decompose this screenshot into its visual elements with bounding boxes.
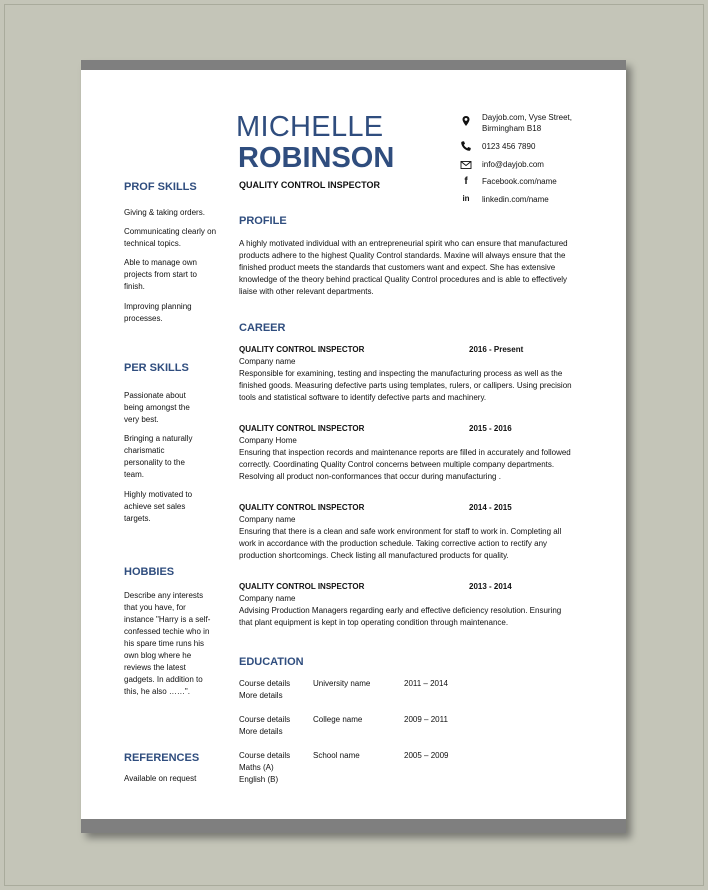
job-title-entry: QUALITY CONTROL INSPECTOR bbox=[239, 503, 365, 512]
job-title-entry: QUALITY CONTROL INSPECTOR bbox=[239, 345, 365, 354]
education-dates: 2005 – 2009 bbox=[404, 751, 449, 760]
hobbies-text: Describe any interests that you have, for instance "Harry is a self-confessed techie who in his spare time runs his own blog where he reviews the latest gadgets. In addition to this, he also ……". bbox=[124, 591, 211, 696]
contact-email[interactable]: info@dayjob.com bbox=[482, 160, 544, 169]
education-dates: 2009 – 2011 bbox=[404, 715, 448, 724]
job-title: QUALITY CONTROL INSPECTOR bbox=[239, 180, 381, 190]
job-title-entry: QUALITY CONTROL INSPECTOR bbox=[239, 424, 365, 433]
facebook-icon: f bbox=[464, 176, 468, 187]
job-description: Responsible for examining, testing and inspecting the manufacturing process as well as the finished goods. Measuring defective parts using templates, rulers, or callipers. Using precision tools and statistical software to identify defective parts and machinery. bbox=[239, 369, 572, 402]
contact-facebook[interactable]: Facebook.com/name bbox=[482, 177, 557, 186]
job-dates: 2016 - Present bbox=[469, 345, 524, 354]
references-heading: REFERENCES bbox=[124, 752, 200, 764]
education-school: School name bbox=[313, 751, 360, 760]
job-company: Company name bbox=[239, 515, 296, 524]
education-school: University name bbox=[313, 679, 371, 688]
envelope-icon bbox=[460, 159, 472, 171]
job-description: Ensuring that there is a clean and safe work environment for staff to work in. Completing all work in accordance with the production schedule. Taking corrective action to rectify any production shortcomings. Check listing all manufactured products for quality. bbox=[239, 527, 562, 560]
job-company: Company name bbox=[239, 594, 296, 603]
job-description: Advising Production Managers regarding early and effective deficiency resolution. Ensuring that plant equipment is kept in top operating condition through maintenance. bbox=[239, 606, 562, 627]
education-school: College name bbox=[313, 715, 363, 724]
linkedin-icon: in bbox=[462, 194, 470, 203]
last-name: ROBINSON bbox=[238, 142, 395, 174]
first-name: MICHELLE bbox=[236, 111, 384, 143]
profile-heading: PROFILE bbox=[239, 215, 287, 227]
contact-phone: 0123 456 7890 bbox=[482, 142, 536, 151]
contact-linkedin[interactable]: linkedin.com/name bbox=[482, 195, 549, 204]
profile-text: A highly motivated individual with an entrepreneurial spirit who can ensure that manufactured products adhere to the highest Quality Control standards. Maxine will always ensure that the finished product meets the standards that customers want and expect. She has extensive knowledge of the theory behind practical Quality Control procedures and is able to effectively liaise with other relevant departments. bbox=[239, 239, 568, 296]
contact-address-line2: Birmingham B18 bbox=[482, 124, 542, 133]
top-bar bbox=[81, 60, 626, 70]
prof-skill-item: Communicating clearly on technical topics. bbox=[124, 227, 217, 248]
job-company: Company name bbox=[239, 357, 296, 366]
job-dates: 2013 - 2014 bbox=[469, 582, 512, 591]
hobbies-heading: HOBBIES bbox=[124, 566, 175, 578]
prof-skill-item: Able to manage own projects from start to finish. bbox=[124, 258, 197, 291]
references-text: Available on request bbox=[124, 774, 197, 783]
job-company: Company Home bbox=[239, 436, 297, 445]
phone-icon bbox=[460, 140, 472, 152]
contact-address-line1: Dayjob.com, Vyse Street, bbox=[482, 113, 572, 122]
job-dates: 2014 - 2015 bbox=[469, 503, 512, 512]
per-skill-item: Bringing a naturally charismatic personality to the team. bbox=[124, 434, 193, 479]
education-more: More details bbox=[239, 691, 283, 700]
job-dates: 2015 - 2016 bbox=[469, 424, 512, 433]
prof-skill-item: Improving planning processes. bbox=[124, 302, 192, 323]
map-pin-icon bbox=[460, 115, 472, 127]
per-skills-heading: PER SKILLS bbox=[124, 362, 189, 374]
per-skill-item: Highly motivated to achieve set sales targets. bbox=[124, 490, 193, 523]
education-course: Course details bbox=[239, 751, 291, 760]
education-dates: 2011 – 2014 bbox=[404, 679, 448, 688]
education-grade: English (B) bbox=[239, 775, 279, 784]
career-heading: CAREER bbox=[239, 322, 286, 334]
per-skill-item: Passionate about being amongst the very best. bbox=[124, 391, 190, 424]
education-grade: Maths (A) bbox=[239, 763, 274, 772]
bottom-bar bbox=[81, 819, 626, 833]
education-more: More details bbox=[239, 727, 283, 736]
resume-page bbox=[81, 60, 626, 833]
job-description: Ensuring that inspection records and maintenance reports are filled in accurately and followed correctly. Coordinating Quality Control concerns between multiple company departments. Resolving all product non-conformances that occur during manufacturing . bbox=[239, 448, 571, 481]
prof-skills-heading: PROF SKILLS bbox=[124, 181, 197, 193]
education-course: Course details bbox=[239, 679, 291, 688]
job-title-entry: QUALITY CONTROL INSPECTOR bbox=[239, 582, 365, 591]
education-heading: EDUCATION bbox=[239, 656, 304, 668]
education-course: Course details bbox=[239, 715, 291, 724]
prof-skill-item: Giving & taking orders. bbox=[124, 208, 205, 217]
